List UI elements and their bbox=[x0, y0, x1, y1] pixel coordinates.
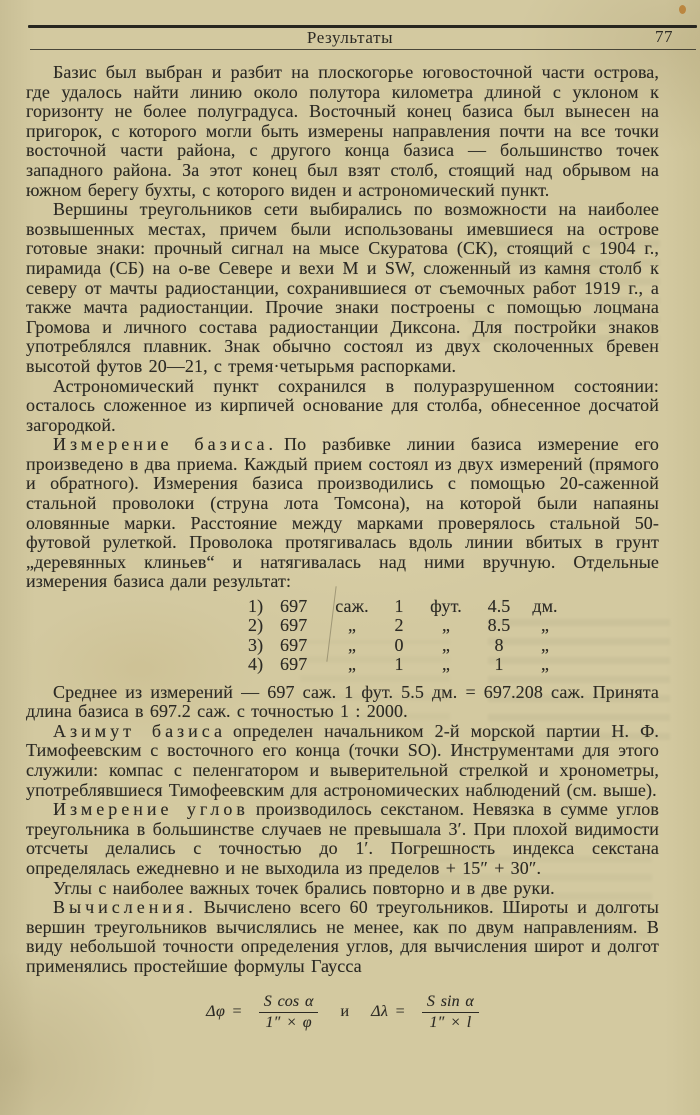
measurement-cell: „ bbox=[540, 615, 550, 636]
paragraph-text: Вычислено всего 60 треугольников. Широты и долготы вершин треугольников вычислялись не менее, как по двум направлениям. В виду небольшой точности определения углов, для вычисления широт и долгот применялись простейшие формулы Гаусса bbox=[26, 897, 659, 976]
paragraph-text: определен начальником 2-й морской партии Н. Ф. Тимофеевским с восточного его конца (точки SO). Инструментами для этого служили: компас с пеленгатором и выверительной стрелкой и хронометры, употреблявшиеся Тимофеевским для астрономических наблюдений (см. выше). bbox=[26, 720, 659, 800]
page-number: 77 bbox=[655, 27, 673, 46]
measurement-row bbox=[248, 597, 566, 616]
base-measurement-list bbox=[248, 597, 566, 675]
measurement-cell: „ bbox=[441, 654, 451, 675]
measurement-cell: 0 bbox=[394, 634, 404, 655]
fraction-delta-phi bbox=[259, 993, 319, 1032]
header-rule-thin bbox=[30, 49, 696, 50]
paragraph bbox=[26, 683, 659, 722]
measurement-cell: „ bbox=[441, 615, 451, 636]
paragraph bbox=[26, 377, 659, 436]
measurement-cell: 1 bbox=[394, 596, 404, 617]
page-body bbox=[26, 63, 659, 1032]
measurement-cell: 697 bbox=[280, 634, 308, 655]
measurement-cell: саж. bbox=[335, 596, 369, 617]
measurement-cell: дм. bbox=[532, 596, 558, 617]
measurement-cell: 697 bbox=[280, 654, 308, 675]
fraction-delta-lambda bbox=[422, 993, 479, 1032]
fraction-numerator: S sin α bbox=[422, 993, 479, 1013]
measurement-cell: 2) bbox=[248, 615, 264, 636]
measurement-cell: „ bbox=[347, 654, 357, 675]
paragraph bbox=[26, 200, 659, 376]
measurement-cell: 3) bbox=[248, 634, 264, 655]
run-in-heading: Измерение углов bbox=[53, 799, 249, 820]
paragraph bbox=[26, 879, 659, 899]
measurement-row bbox=[248, 636, 566, 655]
measurement-row bbox=[248, 616, 566, 635]
measurement-cell: 8 bbox=[494, 634, 504, 655]
run-in-heading: Измерение базиса. bbox=[53, 434, 278, 455]
measurement-cell: 1 bbox=[394, 654, 404, 675]
measurement-cell: 697 bbox=[280, 615, 308, 636]
paragraph-text: По разбивке линии базиса измерение его произведено в два приема. Каждый прием состоял из двух измерений (прямого и обратного). Измерения базиса производились с помощью 20-саженной стальной проволоки (струна лота Томсона), на которой были напаяны оловянные марки. Расстояние между марками проверялось стальной 50-футовой рулеткой. Проволока протягивалась вдоль линии вбитых в грунт „деревянных клиньев“ и натягивалась над ними вручную. Отдельные измерения базиса дали результат: bbox=[26, 434, 660, 592]
paragraph bbox=[26, 898, 659, 976]
measurement-cell: 8.5 bbox=[487, 615, 511, 636]
paragraph-text: Астрономический пункт сохранился в полуразрушенном состоянии: осталось сложенное из кирпичей основание для столба, обнесенное досчатой загородкой. bbox=[26, 375, 659, 435]
paragraph bbox=[26, 800, 659, 878]
measurement-cell: „ bbox=[540, 634, 550, 655]
measurement-cell: „ bbox=[441, 634, 451, 655]
measurement-cell: „ bbox=[347, 634, 357, 655]
paragraph-text: Углы с наиболее важных точек брались повторно и в две руки. bbox=[53, 877, 555, 898]
measurement-cell: 4.5 bbox=[487, 596, 511, 617]
measurement-cell: 697 bbox=[280, 596, 308, 617]
run-in-heading: Азимут базиса bbox=[53, 720, 227, 741]
fraction-numerator: S cos α bbox=[259, 993, 319, 1013]
paragraph-text: Среднее из измерений — 697 саж. 1 фут. 5.5 дм. = 697.208 саж. Принята длина базиса в 697.2 саж. с точностью 1 : 2000. bbox=[26, 681, 659, 722]
measurement-cell: 2 bbox=[394, 615, 404, 636]
gauss-formulas bbox=[26, 993, 659, 1032]
measurement-cell: 1 bbox=[494, 654, 504, 675]
paper-stain bbox=[679, 5, 686, 14]
measurement-cell: 4) bbox=[248, 654, 264, 675]
measurement-cell: 1) bbox=[248, 596, 264, 617]
measurement-row bbox=[248, 655, 566, 674]
measurement-cell: „ bbox=[540, 654, 550, 675]
paragraph-text: производилось секстаном. Невязка в сумме углов треугольника в большинстве случаев не превышала 3′. При плохой видимости отсчеты делались с точностью до 1′. Погрешность индекса секстана определялась ежедневно и не выходила из пределов + 15″ + 30″. bbox=[26, 799, 659, 878]
paragraph bbox=[26, 63, 659, 200]
measurement-cell: фут. bbox=[430, 596, 462, 617]
formula-connector: и bbox=[340, 1003, 350, 1021]
running-title: Результаты bbox=[306, 28, 394, 47]
paragraph bbox=[26, 722, 659, 800]
measurement-cell: „ bbox=[347, 615, 357, 636]
fraction-denominator: 1″ × φ bbox=[265, 1013, 312, 1031]
paragraph-text: Вершины треугольников сети выбирались по возможности на наиболее возвышенных местах, причем были использованы имевшиеся на острове готовые знаки: прочный сигнал на мысе Скуратова (СК), стоящий с 1904 г., пирамида (СБ) на о-ве Севере и вехи M и SW, сложенный из камня столб к северу от мачты радиостанции, сохранившиеся от съемочных работ 1919 г., а также мачта радиостанции. Прочие знаки построены с помощью лоцмана Громова и личного состава радиостанции Диксона. Для постройки знаков употреблялся плавник. Знак обычно состоял из двух сколоченных бревен высотой футов 20—21, с тремя·четырьмя распорками. bbox=[26, 199, 659, 376]
fraction-denominator: 1″ × l bbox=[429, 1013, 472, 1031]
run-in-heading: Вычисления. bbox=[53, 897, 197, 918]
formula-lhs-delta-lambda: Δλ = bbox=[371, 1003, 406, 1021]
paragraph bbox=[26, 435, 659, 592]
paragraph-text: Базис был выбран и разбит на плоскогорье юговосточной части острова, где удалось найти линию около полутора километра длиной с уклоном к горизонту не более полуградуса. Восточный конец базиса был вынесен на пригорок, с которого могли быть измерены направления почти на все точки восточной части района, с другого конца базиса — большинство точек западного района. За этот конец был взят столб, стоящий над обрывом на южном берегу бухты, с которого виден и астрономический пункт. bbox=[26, 62, 659, 200]
formula-lhs-delta-phi: Δφ = bbox=[206, 1003, 243, 1021]
